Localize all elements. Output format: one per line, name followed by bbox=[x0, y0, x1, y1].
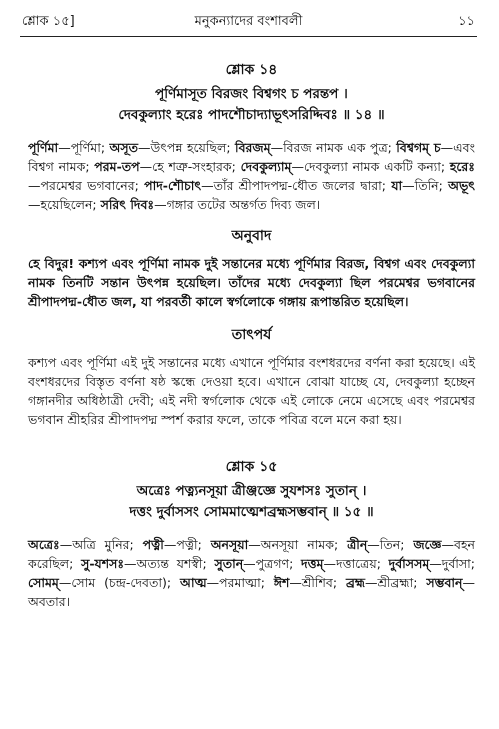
purport-title: তাৎপর্য bbox=[231, 327, 272, 343]
synonyms-14: পূর্ণিমা—পূর্ণিমা; অসূত—উৎপন্ন হয়েছিল; বিরজম্—বিরজ নামক এক পুত্র; বিশ্বগম্ চ—এবং বিশ্বগ নামক; পরম-তপ—হে শত্রু-সংহারক; দেবকুল্যাম্—দেবকুল্যা নামক একটি কন্যা; হরেঃ—পরমেশ্বর ভগবানের; পাদ-শৌচাৎ—তাঁর শ্রীপাদপদ্ম-ধৌত জলের দ্বারা; যা—তিনি; অভূৎ—হয়েছিলেন; সরিৎ দিবঃ—গঙ্গার তটের অন্তর্গত দিব্য জল। bbox=[28, 140, 475, 212]
page-body bbox=[28, 58, 475, 611]
synonym-word: ত্রীন্ bbox=[347, 537, 368, 552]
synonym-word: পূর্ণিমা bbox=[28, 140, 59, 155]
synonym-meaning: শ্রীব্রহ্মা; bbox=[377, 575, 427, 590]
header-verse-ref: শ্লোক ১৫] bbox=[22, 14, 75, 29]
synonym-meaning: হে শত্রু-সংহারক; bbox=[152, 159, 241, 174]
page-number: ১১ bbox=[458, 14, 475, 29]
synonym-meaning: পরমেশ্বর ভগবানের; bbox=[40, 178, 145, 193]
synonym-meaning: দুর্বাসা; bbox=[441, 556, 476, 571]
synonym-word: সম্ভবান্ bbox=[426, 575, 463, 590]
synonym-word: দেবকুল্যাম্ bbox=[240, 159, 292, 174]
synonym-word: অসূত bbox=[109, 140, 138, 155]
synonym-meaning: অবতার। bbox=[28, 594, 71, 609]
synonym-meaning: সোম (চন্দ্র-দেবতা); bbox=[71, 575, 180, 590]
synonym-word: পত্নী bbox=[142, 537, 164, 552]
synonym-meaning: অত্রি মুনির; bbox=[72, 537, 143, 552]
verse-15 bbox=[28, 455, 475, 523]
synonym-meaning: অত্যন্ত যশস্বী; bbox=[136, 556, 215, 571]
synonym-meaning: তাঁর শ্রীপাদপদ্ম-ধৌত জলের দ্বারা; bbox=[213, 178, 392, 193]
synonym-meaning: হয়েছিলেন; bbox=[40, 197, 101, 212]
synonym-meaning: এবং বিশ্বগ নামক; bbox=[28, 140, 475, 174]
synonym-word: সোমম্ bbox=[28, 575, 59, 590]
synonym-word: বিশ্বগম্ চ bbox=[396, 140, 441, 155]
synonym-meaning: পূর্ণিমা; bbox=[70, 140, 110, 155]
synonym-meaning: শ্রীশিব; bbox=[301, 575, 346, 590]
synonyms-15: অত্রেঃ—অত্রি মুনির; পত্নী—পত্নী; অনসূয়া—অনসূয়া নামক; ত্রীন্—তিন; জজ্ঞে—বহন করেছিল; সু-যশসঃ—অত্যন্ত যশস্বী; সুতান্—পুত্রগণ; দত্তম্—দত্তাত্রেয়; দুর্বাসসম্—দুর্বাসা; সোমম্—সোম (চন্দ্র-দেবতা); আত্ম—পরমাত্মা; ঈশ—শ্রীশিব; ব্রহ্ম—শ্রীব্রহ্মা; সম্ভবান্—অবতার। bbox=[28, 537, 476, 609]
verse-line: অত্রেঃ পত্ন্যনসূয়া ত্রীঞ্জজ্ঞে সুযশসঃ সুতান্ । bbox=[136, 483, 367, 499]
synonym-meaning: দেবকুল্যা নামক একটি কন্যা; bbox=[303, 159, 450, 174]
synonym-meaning: দত্তাত্রেয়; bbox=[336, 556, 389, 571]
synonym-word: দুর্বাসসম্ bbox=[388, 556, 430, 571]
synonym-meaning: গঙ্গার তটের অন্তর্গত দিব্য জল। bbox=[166, 197, 321, 212]
synonym-word: পরম-তপ bbox=[94, 159, 140, 174]
synonym-word: সু-যশসঃ bbox=[81, 556, 125, 571]
synonym-word: পাদ-শৌচাৎ bbox=[144, 178, 202, 193]
purport-text: কশ্যপ এবং পূর্ণিমা এই দুই সন্তানের মধ্যে এখানে পূর্ণিমার বংশধরদের বর্ণনা করা হয়েছে। এই বংশধরদের বিস্তৃত বর্ণনা ষষ্ঠ স্কন্ধে দেওয়া হবে। এখানে বোঝা যাচ্ছে যে, দেবকুল্যা হচ্ছেন গঙ্গানদীর অধিষ্ঠাত্রী দেবী; এই নদী স্বর্গলোক থেকে এই লোকে নেমে এসেছে এবং পরমেশ্বর ভগবান শ্রীহরির শ্রীপাদপদ্ম স্পর্শ করার ফলে, তাকে পবিত্র বলে মনে করা হয়। bbox=[28, 355, 475, 427]
header-chapter-title: মনুকন্যাদের বংশাবলী bbox=[194, 14, 303, 29]
running-header bbox=[22, 12, 475, 34]
synonym-meaning: অনসূয়া নামক; bbox=[260, 537, 348, 552]
synonym-word: অত্রেঃ bbox=[28, 537, 60, 552]
synonym-meaning: পত্নী; bbox=[176, 537, 211, 552]
translation-title: অনুবাদ bbox=[231, 228, 272, 244]
verse-line: দত্তং দুর্বাসসং সোমমাত্মেশব্রহ্মসম্ভবান্ ॥ ১৫ ॥ bbox=[129, 504, 374, 520]
synonym-word: সরিৎ দিবঃ bbox=[100, 197, 155, 212]
verse-14 bbox=[28, 58, 475, 126]
synonym-word: যা bbox=[391, 178, 403, 193]
translation-text: হে বিদুর! কশ্যপ এবং পূর্ণিমা নামক দুই সন্তানের মধ্যে পূর্ণিমার বিরজ, বিশ্বগ এবং দেবকুল্যা নামক তিনটি সন্তান উৎপন্ন হয়েছিল। তাঁদের মধ্যে দেবকুল্যা ছিল পরমেশ্বর ভগবানের শ্রীপাদপদ্ম-ধৌত জল, যা পরবর্তী কালে স্বর্গলোকে গঙ্গায় রূপান্তরিত হয়েছিল। bbox=[28, 256, 475, 309]
synonym-meaning: পুত্রগণ; bbox=[255, 556, 302, 571]
synonym-meaning: উৎপন্ন হয়েছিল; bbox=[150, 140, 236, 155]
synonym-word: ঈশ bbox=[273, 575, 290, 590]
synonym-word: ব্রহ্ম bbox=[345, 575, 366, 590]
synonym-word: হরেঃ bbox=[449, 159, 475, 174]
synonym-word: দত্তম্ bbox=[301, 556, 324, 571]
synonym-word: অনসূয়া bbox=[210, 537, 249, 552]
verse-line: দেবকুল্যাং হরেঃ পাদশৌচাদ্যাভূৎসরিদ্দিবঃ ॥ ১৪ ॥ bbox=[118, 107, 385, 123]
verse-line: পূর্ণিমাসূত বিরজং বিশ্বগং চ পরন্তপ । bbox=[155, 86, 348, 102]
synonym-meaning: পরমাত্মা; bbox=[219, 575, 274, 590]
synonym-meaning: তিনি; bbox=[414, 178, 449, 193]
synonym-word: জজ্ঞে bbox=[413, 537, 442, 552]
synonym-meaning: তিন; bbox=[379, 537, 414, 552]
synonym-meaning: বিরজ নামক এক পুত্র; bbox=[283, 140, 397, 155]
synonym-word: সুতান্ bbox=[214, 556, 244, 571]
header-divider bbox=[20, 36, 477, 37]
synonym-meaning: বহন করেছিল; bbox=[28, 537, 475, 571]
synonym-word: অভূৎ bbox=[448, 178, 475, 193]
synonym-word: আত্ম bbox=[179, 575, 207, 590]
verse-label: শ্লোক ১৫ bbox=[225, 459, 278, 475]
verse-label: শ্লোক ১৪ bbox=[225, 62, 278, 78]
section-gap bbox=[28, 429, 475, 455]
synonym-word: বিরজম্ bbox=[235, 140, 271, 155]
